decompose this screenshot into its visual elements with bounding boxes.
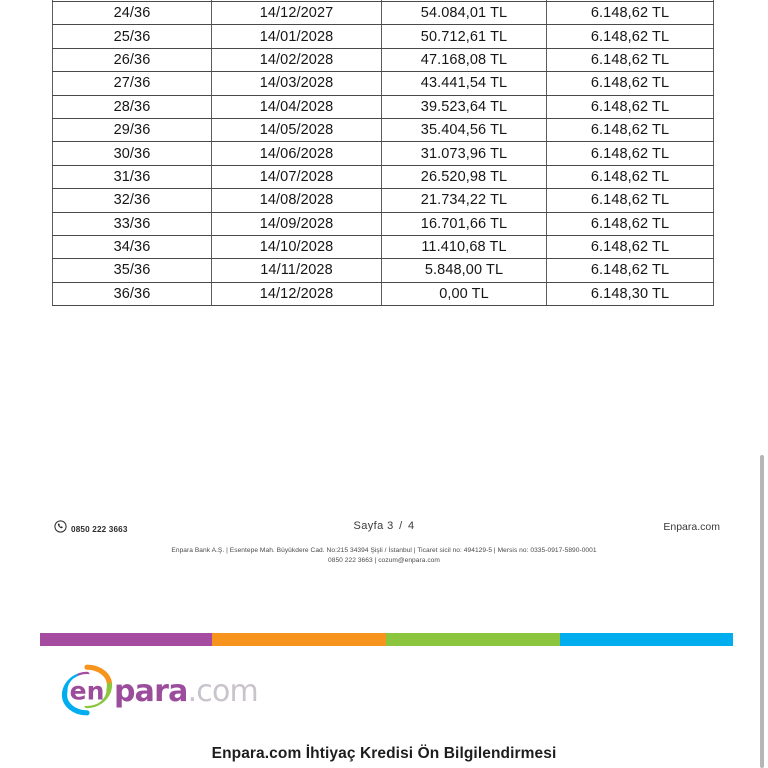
cell-installment-number: 32/36 (53, 189, 212, 212)
cell-remaining-principal: 47.168,08 TL (382, 48, 547, 71)
cell-installment-date: 14/11/2028 (212, 259, 382, 282)
cell-installment-amount: 6.148,30 TL (547, 282, 714, 305)
page-number-indicator (0, 520, 768, 532)
color-bar-segment-green (386, 633, 559, 646)
cell-installment-amount: 6.148,62 TL (547, 235, 714, 258)
table-row (53, 118, 714, 141)
document-title: Enpara.com İhtiyaç Kredisi Ön Bilgilendirmesi (211, 745, 557, 762)
cell-remaining-principal: 43.441,54 TL (382, 72, 547, 95)
footer-brand-text: Enpara.com (663, 521, 720, 533)
table-row (53, 282, 714, 305)
installment-table-body (53, 0, 714, 306)
enpara-logo (56, 663, 262, 717)
cell-installment-number: 29/36 (53, 118, 212, 141)
cell-installment-amount: 6.148,62 TL (547, 2, 714, 25)
page-separator: / (399, 520, 403, 532)
table-row (53, 48, 714, 71)
cell-installment-date: 14/10/2028 (212, 235, 382, 258)
table-row (53, 72, 714, 95)
cell-remaining-principal: 21.734,22 TL (382, 189, 547, 212)
cell-installment-amount: 6.148,62 TL (547, 212, 714, 235)
footer-legal-line-2: 0850 222 3663 | cozum@enpara.com (328, 557, 440, 565)
cell-installment-date: 14/02/2028 (212, 48, 382, 71)
cell-installment-number: 34/36 (53, 235, 212, 258)
cell-installment-date: 14/12/2027 (212, 2, 382, 25)
cell-installment-number: 27/36 (53, 72, 212, 95)
color-bar-segment-blue (560, 633, 733, 646)
cell-installment-date: 14/04/2028 (212, 95, 382, 118)
cell-installment-number: 33/36 (53, 212, 212, 235)
cell-remaining-principal: 50.712,61 TL (382, 25, 547, 48)
cell-installment-amount: 6.148,62 TL (547, 142, 714, 165)
svg-text:en: en (69, 676, 105, 706)
cell-installment-amount: 6.148,62 TL (547, 189, 714, 212)
cell-installment-number: 36/36 (53, 282, 212, 305)
cell-remaining-principal: 16.701,66 TL (382, 212, 547, 235)
cell-installment-date: 14/01/2028 (212, 25, 382, 48)
cell-installment-date: 14/08/2028 (212, 189, 382, 212)
cell-installment-date: 14/09/2028 (212, 212, 382, 235)
table-row (53, 189, 714, 212)
cell-installment-date: 14/07/2028 (212, 165, 382, 188)
cell-remaining-principal: 26.520,98 TL (382, 165, 547, 188)
logo-word-para: para (114, 673, 188, 709)
cell-installment-amount: 6.148,62 TL (547, 48, 714, 71)
vertical-scrollbar-track[interactable] (757, 0, 768, 768)
enpara-logo-wordmark (114, 674, 258, 709)
cell-installment-date: 14/05/2028 (212, 118, 382, 141)
document-page-4 (0, 606, 768, 768)
cell-remaining-principal: 11.410,68 TL (382, 235, 547, 258)
cell-installment-number: 26/36 (53, 48, 212, 71)
cell-installment-number: 35/36 (53, 259, 212, 282)
page-current: 3 (387, 520, 394, 532)
cell-remaining-principal: 35.404,56 TL (382, 118, 547, 141)
installment-schedule-table (52, 0, 714, 306)
cell-installment-amount: 6.148,62 TL (547, 25, 714, 48)
cell-remaining-principal: 39.523,64 TL (382, 95, 547, 118)
color-bar-segment-orange (212, 633, 387, 646)
table-row (53, 259, 714, 282)
cell-installment-number: 28/36 (53, 95, 212, 118)
table-row (53, 2, 714, 25)
footer-legal-line-1: Enpara Bank A.Ş. | Esentepe Mah. Büyükdere Cad. No:215 34394 Şişli / İstanbul | Ticaret sicil no: 494129-5 | Mersis no: 0335-0917-5890-0001 (171, 547, 597, 554)
table-row (53, 235, 714, 258)
page-total: 4 (408, 520, 415, 532)
cell-remaining-principal: 31.073,96 TL (382, 142, 547, 165)
cell-remaining-principal: 54.084,01 TL (382, 2, 547, 25)
cell-installment-number: 31/36 (53, 165, 212, 188)
cell-remaining-principal: 0,00 TL (382, 282, 547, 305)
logo-word-dotcom: .com (187, 673, 258, 709)
table-row (53, 165, 714, 188)
table-row (53, 212, 714, 235)
page-footer (0, 518, 768, 578)
table-row (53, 142, 714, 165)
cell-installment-number: 25/36 (53, 25, 212, 48)
brand-color-bar (40, 633, 733, 646)
cell-installment-date: 14/03/2028 (212, 72, 382, 95)
page-separator-gap (0, 598, 768, 606)
cell-installment-amount: 6.148,62 TL (547, 165, 714, 188)
cell-installment-date: 14/12/2028 (212, 282, 382, 305)
cell-installment-number: 30/36 (53, 142, 212, 165)
color-bar-segment-purple (40, 633, 212, 646)
table-row (53, 25, 714, 48)
cell-installment-amount: 6.148,62 TL (547, 95, 714, 118)
cell-installment-number: 24/36 (53, 2, 212, 25)
cell-installment-date: 14/06/2028 (212, 142, 382, 165)
table-row (53, 95, 714, 118)
footer-phone-number: 0850 222 3663 (71, 524, 128, 534)
cell-installment-amount: 6.148,62 TL (547, 72, 714, 95)
cell-installment-amount: 6.148,62 TL (547, 118, 714, 141)
enpara-logo-ring-icon (56, 663, 118, 717)
page-label: Sayfa (353, 520, 384, 532)
vertical-scrollbar-thumb[interactable] (760, 455, 764, 768)
cell-installment-amount: 6.148,62 TL (547, 259, 714, 282)
cell-remaining-principal: 5.848,00 TL (382, 259, 547, 282)
footer-legal-text (0, 546, 768, 566)
